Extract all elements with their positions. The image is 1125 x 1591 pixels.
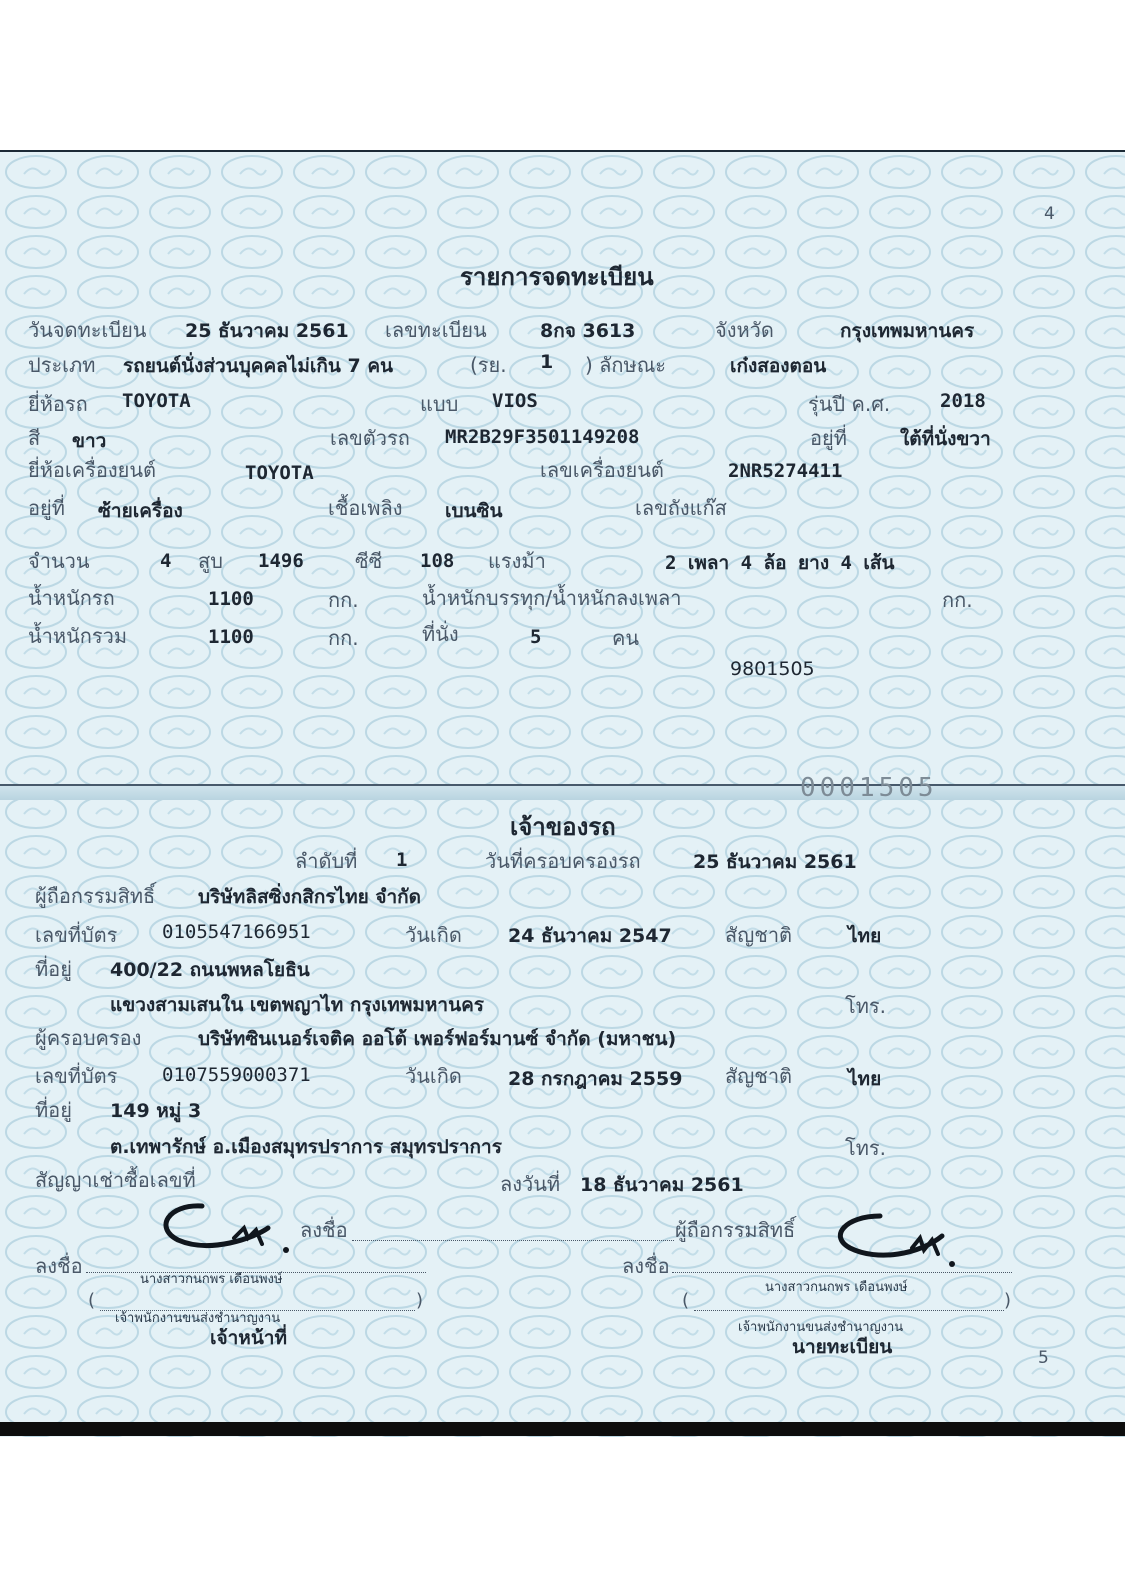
gross-weight-value: 1100 [208,626,254,648]
cc-value: 1496 [258,550,304,572]
sign-holder-suffix: ผู้ถือกรรมสิทธิ์ [675,1218,796,1242]
cc-label: ซีซี [355,549,383,573]
hire-purchase-label: สัญญาเช่าซื้อเลขที่ [35,1168,196,1192]
registrar-paren-close: ) [1004,1290,1012,1311]
count-label: จำนวน [28,549,90,573]
chassis-location-value: ใต้ที่นั่งขวา [900,428,991,450]
plate-value: 8กจ 3613 [540,320,636,342]
officer-paren-open: ( [88,1290,96,1311]
weight-label: น้ำหนักรถ [28,586,115,610]
engine-brand-label: ยี่ห้อเครื่องยนต์ [28,458,157,482]
officer-name: นางสาวกนกพร เดือนพงษ์ [140,1272,283,1287]
color-label: สี [28,426,41,450]
reg-date-value: 25 ธันวาคม 2561 [185,320,349,342]
possessor-label: ผู้ครอบครอง [35,1026,142,1050]
registrar-name: นางสาวกนกพร เดือนพงษ์ [765,1280,908,1295]
signed-date-value: 18 ธันวาคม 2561 [580,1174,744,1196]
gross-weight-unit: กก. [328,626,359,650]
gross-weight-label: น้ำหนักรวม [28,624,128,648]
registrar-paren-open: ( [682,1290,690,1311]
possessor-tel-label: โทร. [845,1136,887,1160]
holder-address-label: ที่อยู่ [35,957,72,981]
officer-role: เจ้าหน้าที่ [210,1327,288,1349]
type-label: ประเภท [28,353,96,377]
year-value: 2018 [940,390,986,412]
holder-address-line2: แขวงสามเสนใน เขตพญาไท กรุงเทพมหานคร [110,994,484,1016]
sign-label-top: ลงชื่อ [300,1218,348,1242]
body-style-value: เก๋งสองตอน [730,355,827,377]
possessor-value: บริษัทซินเนอร์เจติค ออโต้ เพอร์ฟอร์มานซ์ จำกัด (มหาชน) [198,1028,677,1050]
possessor-address-line2: ต.เทพารักษ์ อ.เมืองสมุทรปราการ สมุทรปราการ [110,1136,502,1158]
model-label: แบบ [420,392,459,416]
fuel-value: เบนซิน [445,500,503,522]
color-value: ขาว [72,430,107,452]
possessor-dob-label: วันเกิด [405,1064,462,1088]
possessor-nationality-label: สัญชาติ [725,1064,793,1088]
seats-label: ที่นั่ง [422,622,459,646]
weight-value: 1100 [208,588,254,610]
cylinders-value: 4 [160,550,172,572]
possession-date-label: วันที่ครอบครองรถ [485,849,641,873]
holder-value: บริษัทลิสซิ่งกสิกรไทย จำกัด [198,886,422,908]
page-number-bottom: 5 [1038,1348,1049,1368]
possessor-id-label: เลขที่บัตร [35,1064,118,1088]
province-value: กรุงเทพมหานคร [840,320,975,342]
page-fold [0,784,1125,800]
holder-nationality-label: สัญชาติ [725,923,793,947]
owner-title: เจ้าของรถ [510,813,616,841]
officer-paren-close: ) [416,1290,424,1311]
holder-dob-label: วันเกิด [405,923,462,947]
province-label: จังหวัด [715,318,774,342]
signature-holder [820,1210,970,1274]
order-value: 1 [396,849,408,871]
possessor-address-label: ที่อยู่ [35,1098,72,1122]
possessor-dob-value: 28 กรกฎาคม 2559 [508,1068,683,1090]
engine-location-label: อยู่ที่ [28,496,65,520]
registration-title: รายการจดทะเบียน [460,263,654,291]
reference-number: 9801505 [730,658,815,680]
model-value: VIOS [492,390,538,412]
registrar-role: นายทะเบียน [792,1336,893,1358]
load-label: น้ำหนักบรรทุก/น้ำหนักลงเพลา [422,586,682,610]
possessor-nationality-value: ไทย [848,1068,882,1090]
possessor-address-line1: 149 หมู่ 3 [110,1100,202,1122]
cylinders-label: สูบ [198,549,223,573]
scan-bottom-edge [0,1422,1125,1436]
holder-id-value: 0105547166951 [162,921,311,943]
brand-label: ยี่ห้อรถ [28,392,88,416]
engine-location-value: ซ้ายเครื่อง [98,500,183,522]
officer-position: เจ้าพนักงานขนส่งชำนาญงาน [115,1311,281,1326]
reg-date-label: วันจดทะเบียน [28,318,147,342]
holder-dob-value: 24 ธันวาคม 2547 [508,925,672,947]
body-style-label: ) ลักษณะ [585,353,667,377]
registrar-position-line [694,1310,1004,1311]
type-value: รถยนต์นั่งส่วนบุคคลไม่เกิน 7 คน [123,355,394,377]
brand-value: TOYOTA [122,390,191,412]
persons-label: คน [612,626,640,650]
fold-serial-number: 0001505 [800,773,938,803]
holder-id-label: เลขที่บัตร [35,923,118,947]
weight-unit: กก. [328,588,359,612]
chassis-value: MR2B29F3501149208 [445,426,640,448]
signature-officer-1 [150,1198,300,1262]
year-label: รุ่นปี ค.ศ. [808,392,891,416]
sign-label-left: ลงชื่อ [35,1254,83,1278]
holder-address-line1: 400/22 ถนนพหลโยธิน [110,959,310,981]
signature-line-holder [352,1240,674,1241]
engine-no-value: 2NR5274411 [728,460,843,482]
plate-label: เลขทะเบียน [385,318,487,342]
chassis-location-label: อยู่ที่ [810,426,847,450]
possession-date-value: 25 ธันวาคม 2561 [693,851,857,873]
order-label: ลำดับที่ [295,849,358,873]
ry-value: 1 [540,351,554,373]
signature-line-registrar [672,1272,1012,1273]
engine-brand-value: TOYOTA [245,462,314,484]
possessor-id-value: 0107559000371 [162,1064,311,1086]
registration-book-sheet [0,150,1125,1437]
axles-value: 2 เพลา 4 ล้อ ยาง 4 เส้น [665,552,895,574]
holder-label: ผู้ถือกรรมสิทธิ์ [35,884,156,908]
sign-label-right: ลงชื่อ [622,1254,670,1278]
engine-no-label: เลขเครื่องยนต์ [540,458,664,482]
registrar-position: เจ้าพนักงานขนส่งชำนาญงาน [738,1320,904,1335]
hp-label: แรงม้า [488,549,546,573]
holder-tel-label: โทร. [845,994,887,1018]
page-number-top: 4 [1044,204,1055,224]
gas-tank-label: เลขถังแก๊ส [635,496,727,520]
hp-value: 108 [420,550,455,572]
fuel-label: เชื้อเพลิง [328,496,403,520]
seats-value: 5 [530,626,542,648]
chassis-label: เลขตัวรถ [330,426,410,450]
load-unit: กก. [942,588,973,612]
holder-nationality-value: ไทย [848,925,882,947]
signed-date-label: ลงวันที่ [500,1172,561,1196]
ry-label: (รย. [470,353,507,377]
